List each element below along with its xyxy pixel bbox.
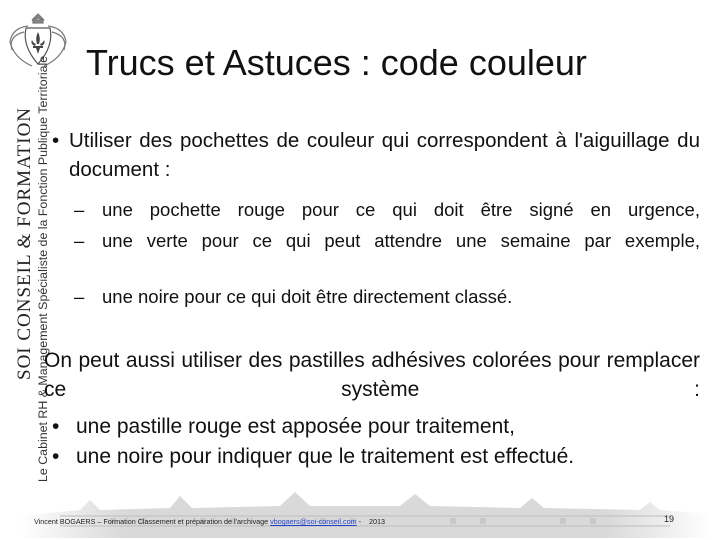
bullet-marker: • — [52, 415, 60, 438]
sub-item-verte — [74, 229, 700, 252]
bullet-pastille-rouge — [52, 412, 515, 441]
bullet-text: une pastille rouge est apposée pour traitement, — [76, 415, 515, 438]
bullet-pochettes — [52, 126, 700, 184]
bullet-text: Utiliser des pochettes de couleur qui correspondent à l'aiguillage du document : — [69, 129, 700, 181]
bullet-marker: • — [52, 129, 60, 152]
footer-building-illustration — [20, 486, 710, 538]
footer-separator: - — [358, 517, 361, 526]
sub-item-rouge — [74, 198, 700, 221]
dash-marker: – — [74, 230, 85, 251]
footer-year: 2013 — [368, 517, 385, 526]
page-number: 19 — [664, 514, 675, 524]
sub-item-text: une noire pour ce qui doit être directement classé. — [102, 286, 513, 307]
brand-name-vertical: SOI CONSEIL & FORMATION — [14, 106, 35, 380]
bullet-marker: • — [52, 445, 60, 468]
bullet-pastille-noire — [52, 442, 574, 471]
dash-marker: – — [74, 199, 85, 220]
sub-item-text: une verte pour ce qui peut attendre une semaine par exemple, — [102, 230, 700, 251]
footer-email-link[interactable]: vbogaers@soi-conseil.com — [270, 517, 357, 526]
sub-item-noire — [74, 285, 700, 308]
bullet-text: une noire pour indiquer que le traitement est effectué. — [76, 445, 575, 468]
slide-title: Trucs et Astuces : code couleur — [86, 42, 587, 83]
brand-tagline-vertical: Le Cabinet RH & Management Spécialiste de la Fonction Publique Territoriale — [36, 55, 50, 482]
footer-credits — [34, 517, 385, 526]
sub-item-text: une pochette rouge pour ce qui doit être signé en urgence, — [102, 199, 700, 220]
dash-marker: – — [74, 286, 85, 307]
footer-author: Vincent BOGAERS – Formation Classement et préparation de l'archivage — [34, 517, 269, 526]
paragraph-pastilles: On peut aussi utiliser des pastilles adhésives colorées pour remplacer ce système : — [44, 349, 700, 401]
